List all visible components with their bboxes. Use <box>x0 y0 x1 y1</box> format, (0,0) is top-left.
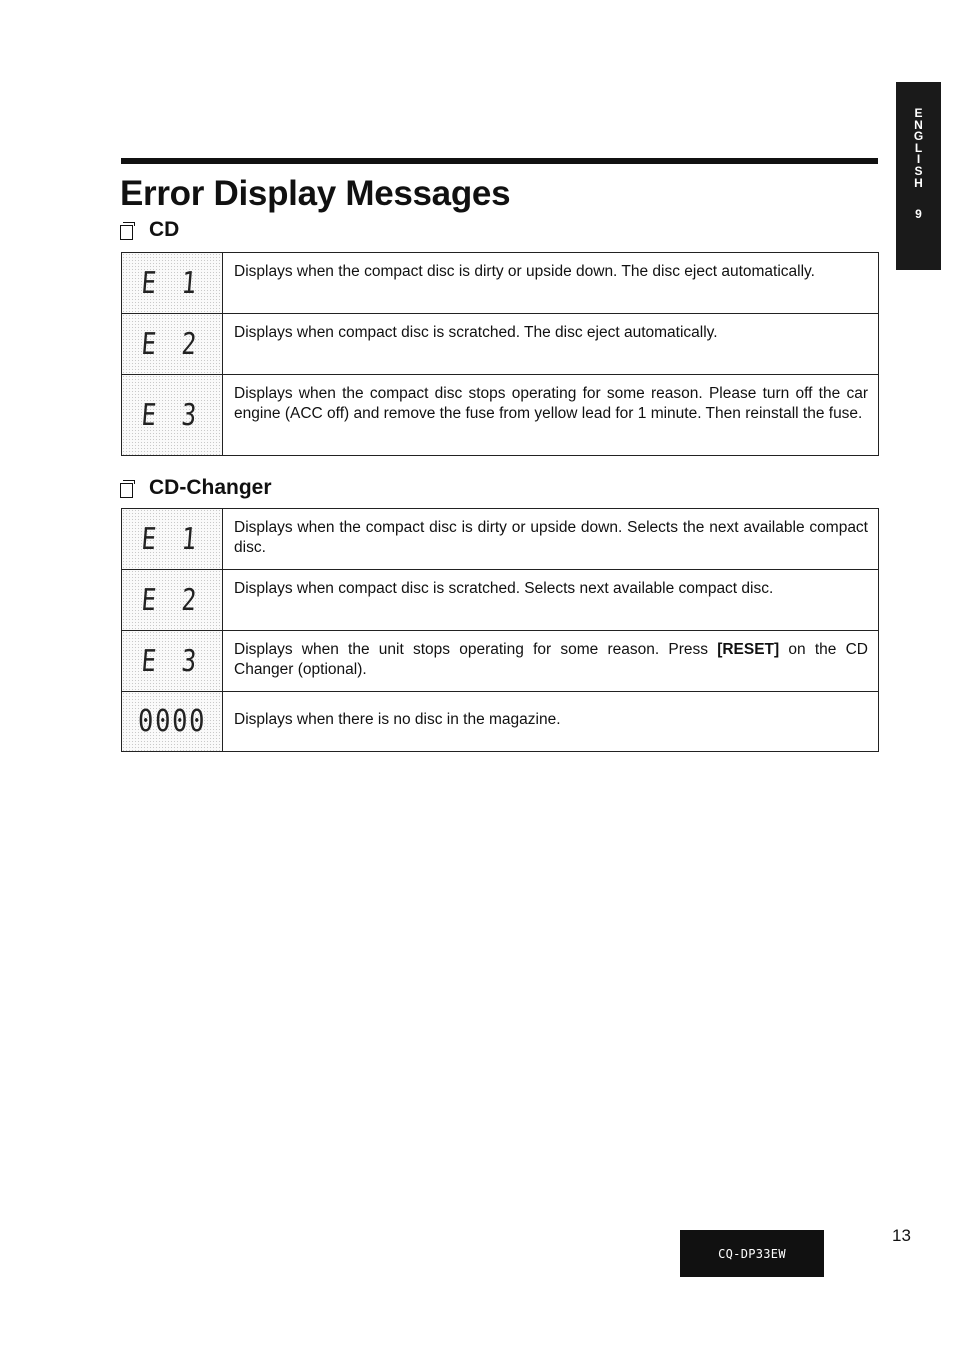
section-heading-label: CD <box>149 218 180 241</box>
error-code: E 3 <box>140 643 204 679</box>
error-code: 0000 <box>137 704 207 739</box>
box-bullet-icon <box>120 222 134 239</box>
error-code: E 1 <box>140 521 204 557</box>
error-description <box>223 631 878 691</box>
error-description: Displays when compact disc is scratched. Selects next available compact disc. <box>234 580 774 597</box>
section-heading-cd-changer <box>120 476 272 500</box>
table-row <box>122 253 878 314</box>
section-heading-label: CD-Changer <box>149 476 272 499</box>
language-tab-letters <box>914 108 923 189</box>
title-rule <box>121 158 878 164</box>
error-code: E 3 <box>140 397 204 433</box>
page-title: Error Display Messages <box>120 174 511 213</box>
error-code: E 2 <box>140 326 204 362</box>
table-row <box>122 692 878 751</box>
cd-changer-error-table <box>121 508 879 752</box>
cd-error-table <box>121 252 879 456</box>
language-letter: G <box>913 129 924 144</box>
error-description: Displays when the compact disc is dirty or upside down. Selects the next available compact disc. <box>234 519 868 556</box>
error-description: Displays when compact disc is scratched. The disc eject automatically. <box>234 324 718 341</box>
page-number: 13 <box>892 1226 911 1245</box>
language-letter: E <box>914 106 923 120</box>
error-code-display <box>122 631 223 691</box>
language-letter: S <box>914 163 923 178</box>
box-bullet-icon <box>120 480 134 497</box>
table-row <box>122 631 878 692</box>
error-code: E 1 <box>140 265 204 301</box>
description-text: Displays when the unit stops operating for some reason. Press <box>234 641 718 658</box>
error-code-display <box>122 253 223 313</box>
error-description: Displays when the compact disc is dirty or upside down. The disc eject automatically. <box>234 263 815 280</box>
language-letter: H <box>914 175 923 190</box>
reset-key-label: [RESET] <box>717 641 780 658</box>
table-row <box>122 375 878 455</box>
model-number-badge <box>680 1230 824 1277</box>
language-letter: I <box>916 152 921 167</box>
error-description: Displays when there is no disc in the magazine. <box>234 711 561 728</box>
error-code-display <box>122 570 223 630</box>
error-code-display <box>122 375 223 455</box>
error-code-display <box>122 314 223 374</box>
language-letter: L <box>914 140 923 155</box>
description-text: on the CD Changer (optional). <box>234 641 868 678</box>
language-tab <box>896 82 941 270</box>
error-code: E 2 <box>140 582 204 618</box>
error-code-display <box>122 509 223 569</box>
error-code-display <box>122 692 223 751</box>
error-description: Displays when the compact disc stops operating for some reason. Please turn off the car engine (ACC off) and remove the fuse from yellow lead for 1 minute. Then reinstall the fuse. <box>234 385 868 422</box>
language-letter: N <box>914 117 923 132</box>
model-number: CQ-DP33EW <box>718 1246 786 1261</box>
table-row <box>122 570 878 631</box>
language-tab-number: 9 <box>915 207 922 222</box>
table-row <box>122 314 878 375</box>
table-row <box>122 509 878 570</box>
section-heading-cd <box>120 218 179 242</box>
